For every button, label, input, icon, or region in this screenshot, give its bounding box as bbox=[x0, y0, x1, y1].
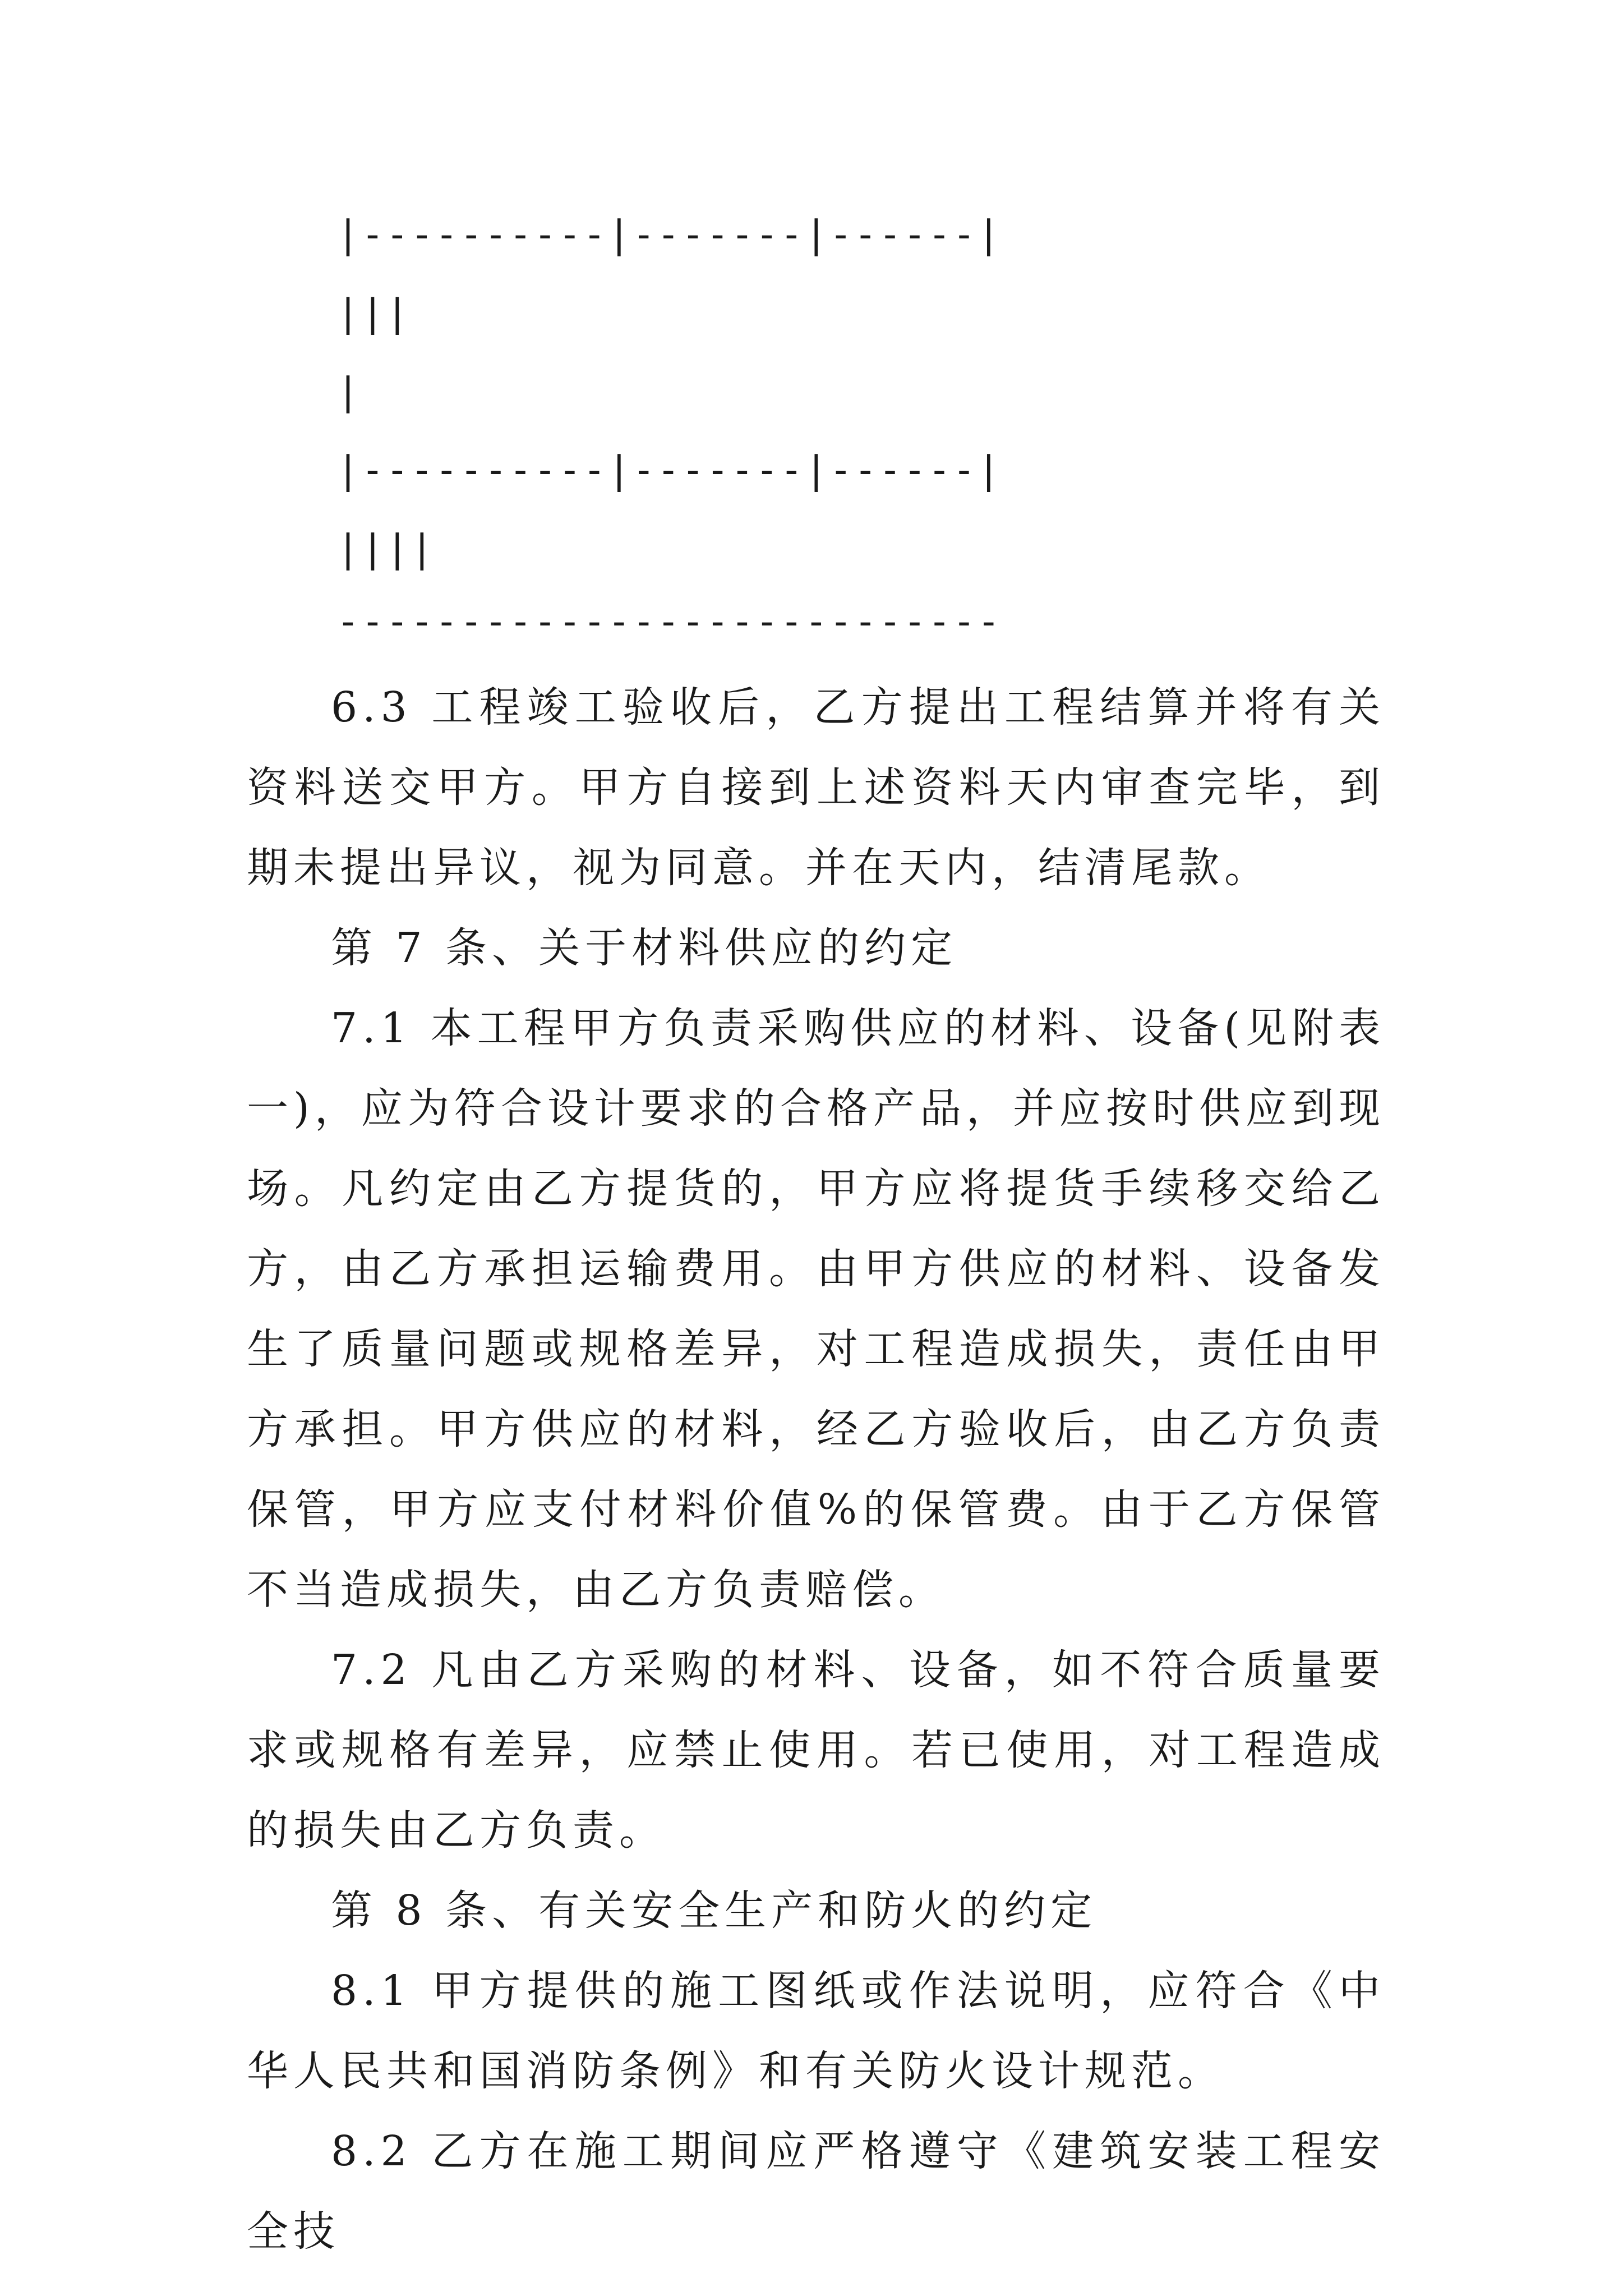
clause-8-1: 8.1 甲方提供的施工图纸或作法说明，应符合《中华人民共和国消防条例》和有关防火设计规范。 bbox=[247, 1967, 1385, 2095]
contract-body bbox=[247, 668, 1385, 2272]
clause-6-3: 6.3 工程竣工验收后，乙方提出工程结算并将有关资料送交甲方。甲方自接到上述资料天内审查完毕，到期未提出异议，视为同意。并在天内，结清尾款。 bbox=[247, 683, 1385, 892]
clause-7-2: 7.2 凡由乙方采购的材料、设备，如不符合质量要求或规格有差异，应禁止使用。若已使用，对工程造成的损失由乙方负责。 bbox=[247, 1646, 1385, 1855]
ascii-table-bottom-rule: --------------------------- bbox=[336, 600, 1002, 644]
ascii-table-row: |||| bbox=[336, 527, 435, 571]
article-7-heading: 第 7 条、关于材料供应的约定 bbox=[331, 924, 958, 972]
ascii-table-border: |----------|-------|------| bbox=[336, 213, 1002, 257]
ascii-table-row: ||| bbox=[336, 291, 411, 335]
clause-8-2: 8.2 乙方在施工期间应严格遵守《建筑安装工程安全技 bbox=[247, 2127, 1385, 2256]
ascii-table-border: |----------|-------|------| bbox=[336, 448, 1002, 493]
article-8-heading: 第 8 条、有关安全生产和防火的约定 bbox=[331, 1887, 1098, 1935]
clause-7-1: 7.1 本工程甲方负责采购供应的材料、设备(见附表一)，应为符合设计要求的合格产品，并应按时供应到现场。凡约定由乙方提货的，甲方应将提货手续移交给乙方，由乙方承担运输费用。由甲方供应的材料、设备发生了质量问题或规格差异，对工程造成损失，责任由甲方承担。甲方供应的材料，经乙方验收后，由乙方负责保管，甲方应支付材料价值%的保管费。由于乙方保管不当造成损失，由乙方负责赔偿。 bbox=[247, 1004, 1385, 1614]
ascii-table-row: | bbox=[336, 370, 361, 414]
